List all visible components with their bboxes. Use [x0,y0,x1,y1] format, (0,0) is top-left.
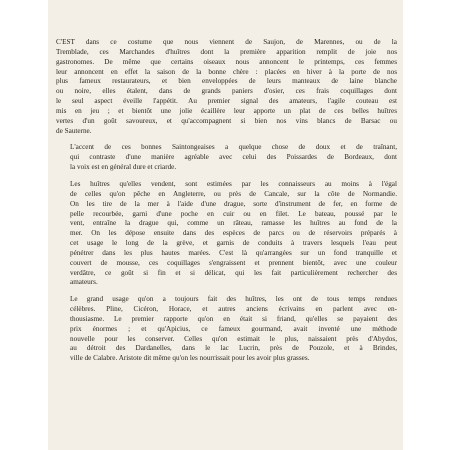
text-line: vertes d'un goût savoureux, et qu'accompagnent si bien nos vins blancs de Barsac ou [56,116,397,125]
paragraph-p4 [56,295,397,364]
text-line: célèbres. Pline, Cicéron, Horace, et autres anciens écrivains en parlent avec en- [70,305,397,314]
text-line: verdâtre, ce goût si fin et si délicat, qui les fait particulièrement rechercher des [70,268,397,277]
text-line: L'accent de ces bonnes Saintongeaises a quelque chose de doux et de traînant, [70,143,397,152]
text-line: couvert de mousse, ces coquillages s'engraissent et prennent bientôt, avec une couleur [70,258,397,267]
text-line: ou noire, elles étalent, dans de grands paniers d'osier, ces frais coquillages dont [56,87,397,96]
text-line: leur annoncent en effet la saison de la bonne chère : placées en hiver à la porte de nos [56,67,397,76]
text-line: mis en jeu ; et bientôt une jolie écaillère leur apporte un plat de ces belles huîtres [56,106,397,115]
text-line: C'EST dans ce costume que nous viennent de Saujon, de Marennes, ou de la [56,38,397,46]
text-line: mer. On les dépose ensuite dans des espèces de parcs ou de réservoirs préparés à [70,229,397,238]
paragraph-p3 [56,180,397,288]
text-line: pelle recourbée, garni d'une poche en cuir ou en filet. Le bateau, poussé par le [70,209,397,218]
text-line: thousiasme. Le premier rapporte qu'on en était si friand, qu'elles se payaient des [70,314,397,323]
text-line: Les huîtres qu'elles vendent, sont estimées par les connaisseurs au moins à l'égal [70,179,397,188]
text-line: amateurs. [70,278,98,287]
text-line: de Sauterne. [56,126,92,135]
text-line: la voix est en général dure et criarde. [70,163,177,172]
text-line: Le grand usage qu'on a toujours fait des huîtres, les ont de tous temps rendues [70,295,397,304]
text-line: de celles qu'on pêche en Angleterre, ou près de Cancale, sur la côte de Normandie. [70,189,397,198]
text-line: prix énormes ; et qu'Apicius, ce fameux gourmand, avait inventé une méthode [70,324,397,333]
text-line: On les tire de la mer à l'aide d'une drague, sorte d'instrument de fer, en forme de [70,199,397,208]
text-line: le seul aspect éveille l'appétit. Au premier signal des amateurs, l'agile couteau est [56,97,397,106]
text-line: qui contraste d'une manière agréable avec celui des Poissardes de Bordeaux, dont [70,153,397,162]
text-line: au détroit des Dardanelles, dans le lac Lucrin, près de Pouzole, et à Brindes, [70,344,397,353]
text-line: gastronomes. De même que certains oiseaux nous annoncent le printemps, ces femmes [56,57,397,66]
paragraph-p1 [56,38,397,136]
text-line: plus fameux restaurateurs, et bien enveloppées de leurs manteaux de laine blanche [56,77,397,86]
text-line: nouvelle pour les conserver. Celles qu'on estimait le plus, naissaient près d'Abydos, [70,334,397,343]
text-line: vent, entraîne la drague qui, comme un râteau, ramasse les huîtres au fond de la [70,219,397,228]
text-line: ville de Calabre. Aristote dit même qu'on les nourrissait pour les avoir plus grasses. [70,354,310,363]
text-line: cet usage le long de la grève, et garnis de conduits à travers lesquels l'eau peut [70,239,397,248]
text-line: Tremblade, ces Marchandes d'huîtres dont la première apparition remplit de joie nos [56,47,397,56]
document-page [48,0,403,450]
text-line: pénétrer dans les plus hautes marées. C'est là qu'arrangées sur un fond tranquille et [70,248,397,257]
text-body [56,38,397,364]
paragraph-p2 [56,143,397,173]
